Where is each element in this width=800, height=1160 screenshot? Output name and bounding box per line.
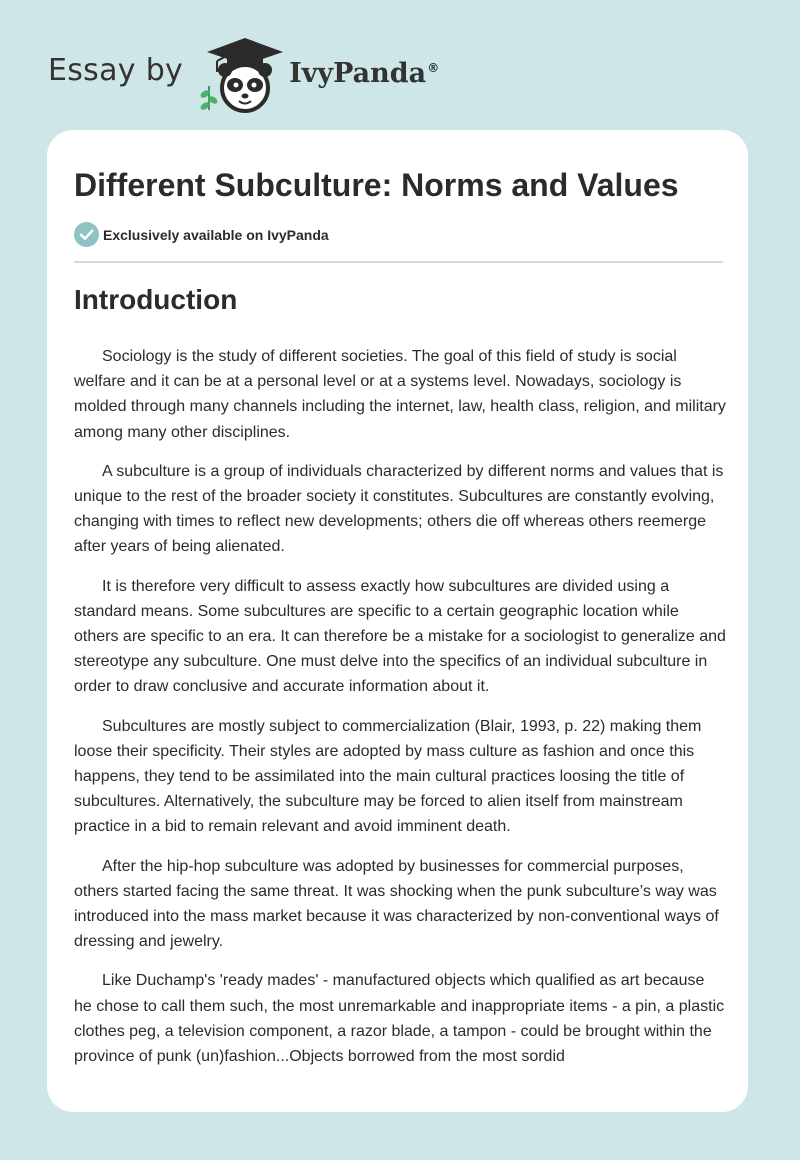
paragraph: Subcultures are mostly subject to commercialization (Blair, 1993, p. 22) making them loose their specificity. Their styles are adopted by mass culture as fashion and once this happens, they tend to be assimilated into the main cultural practices loosing the title of subcultures. Alternatively, the subculture may be forced to alien itself from mainstream practice in a bid to remain relevant and avoid imminent death.	[74, 717, 702, 836]
site-header	[48, 34, 439, 114]
essay-card	[47, 130, 748, 1112]
paragraph: Like Duchamp's 'ready mades' - manufactured objects which qualified as art because he chose to call them such, the most unremarkable and inappropriate items - a pin, a plastic clothes peg, a television component, a razor blade, a tampon - could be brought within the province of punk (un)fashion...Objects borrowed from the most sordid	[74, 972, 725, 1066]
registered-mark: ®	[427, 60, 440, 75]
essay-body	[74, 344, 726, 1083]
exclusive-label: Exclusively available on IvyPanda	[103, 226, 329, 243]
paragraph: Sociology is the study of different societies. The goal of this field of study is social welfare and it can be at a personal level or at a systems level. Nowadays, sociology is molded through many channels including the internet, law, health class, religion, and military among many other disciplines.	[74, 348, 726, 441]
brand-prefix: Essay by	[48, 52, 184, 88]
section-heading-introduction: Introduction	[74, 284, 238, 315]
paragraph: A subculture is a group of individuals characterized by different norms and values that is unique to the rest of the broader society it constitutes. Subcultures are constantly evolving, changing with times to reflect new developments; others die off whereas others reemerge after years of being alienated.	[74, 462, 724, 556]
divider	[74, 261, 723, 263]
brand-name[interactable]	[289, 58, 439, 89]
paragraph: It is therefore very difficult to assess exactly how subcultures are divided using a standard means. Some subcultures are specific to a certain geographic location while others are specific to an era. It can therefore be a mistake for a sociologist to generalize and stereotype any subculture. One must delve into the specifics of an individual subculture in order to draw conclusive and accurate information about it.	[74, 577, 726, 696]
essay-title: Different Subculture: Norms and Values	[74, 167, 679, 203]
check-circle-icon	[74, 222, 99, 247]
paragraph: After the hip-hop subculture was adopted by businesses for commercial purposes, others started facing the same threat. It was shocking when the punk subculture’s way was introduced into the mass market because it was characterized by non-conventional ways of dressing and jewelry.	[74, 857, 719, 951]
panda-graduate-icon[interactable]	[197, 34, 285, 114]
exclusive-badge	[74, 222, 329, 247]
brand-name-text: IvyPanda	[289, 57, 427, 89]
